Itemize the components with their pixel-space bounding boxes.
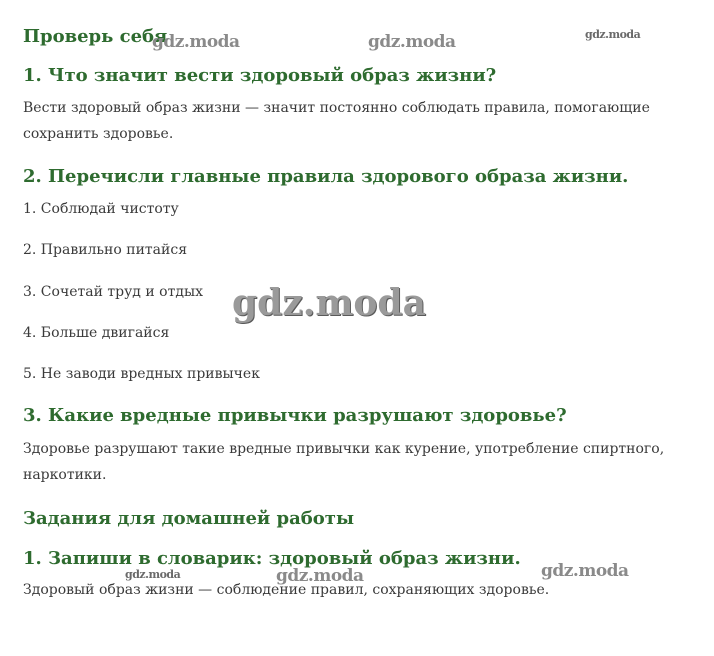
watermark: gdz.moda <box>125 568 181 581</box>
watermark: gdz.moda <box>541 561 629 581</box>
question-3-answer: Здоровье разрушают такие вредные привычки как курение, употребление спиртного, наркотики. <box>23 441 665 483</box>
homework-1-answer: Здоровый образ жизни — соблюдение правил, сохраняющих здоровье. <box>23 582 550 598</box>
question-1-heading: 1. Что значит вести здоровый образ жизни? <box>23 65 497 86</box>
rule-list-item: 1. Соблюдай чистоту <box>23 201 179 217</box>
rule-list-item: 3. Сочетай труд и отдых <box>23 284 203 300</box>
watermark: gdz.moda <box>152 32 240 52</box>
section-title-check-yourself: Проверь себя <box>23 26 168 47</box>
rule-list-item: 5. Не заводи вредных привычек <box>23 366 260 382</box>
rule-list-item: 2. Правильно питайся <box>23 242 188 258</box>
watermark: gdz.moda <box>585 28 641 41</box>
watermark-large: gdz.moda <box>232 282 426 324</box>
watermark: gdz.moda <box>368 32 456 52</box>
watermark: gdz.moda <box>276 566 364 586</box>
question-2-heading: 2. Перечисли главные правила здорового образа жизни. <box>23 166 629 187</box>
rule-list-item: 4. Больше двигайся <box>23 325 170 341</box>
question-1-answer: Вести здоровый образ жизни — значит постоянно соблюдать правила, помогающие сохранить здоровье. <box>23 100 650 142</box>
section-title-homework: Задания для домашней работы <box>23 508 354 529</box>
homework-1-heading: 1. Запиши в словарик: здоровый образ жизни. <box>23 548 521 569</box>
question-3-heading: 3. Какие вредные привычки разрушают здоровье? <box>23 405 567 426</box>
